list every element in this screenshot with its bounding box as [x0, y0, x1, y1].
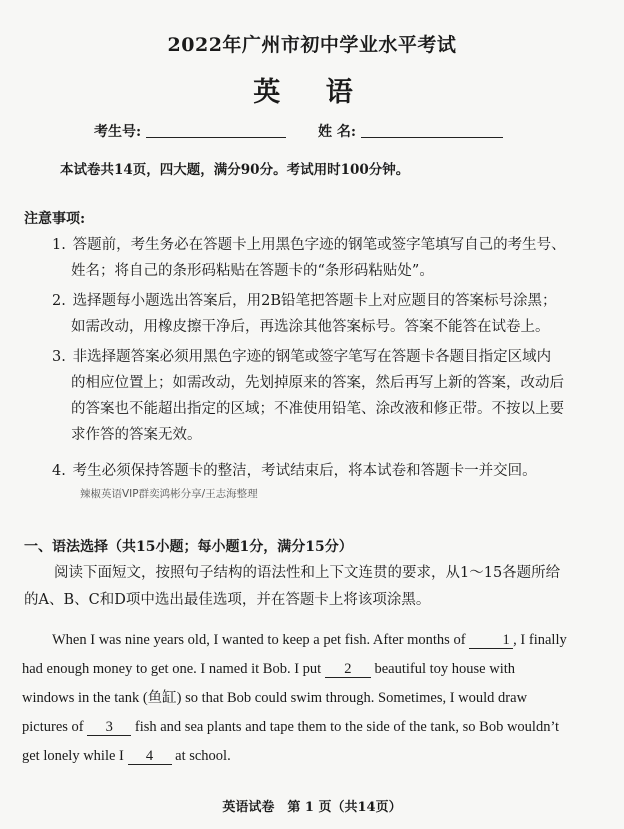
name-field: [318, 121, 503, 141]
notice-item-1: [52, 232, 602, 284]
notice-item-line: 如需改动，用橡皮擦干净后，再选涂其他答案标号。答案不能答在试卷上。: [71, 319, 550, 335]
exam-info: 本试卷共14页，四大题，满分90分。考试用时100分钟。: [60, 162, 410, 178]
page-footer: 英语试卷 第 1 页（共14页）: [222, 800, 402, 815]
notice-item-line: 非选择题答案必须用黑色字迹的钢笔或签字笔写在答题卡各题目指定区域内: [72, 349, 552, 365]
subject-title: 英 语: [253, 77, 371, 108]
notice-item-line: 选择题每小题选出答案后，用2B铅笔把答题卡上对应题目的答案标号涂黑；: [72, 293, 557, 309]
blank-1: 1: [469, 632, 513, 649]
passage-line: had enough money to get one. I named it Bob. I put 2 beautiful toy house with: [22, 661, 516, 677]
notice-item-number: 1.: [52, 237, 66, 253]
instruction-line: 阅读下面短文，按照句子结构的语法性和上下文连贯的要求，从1～15各题所给: [54, 565, 561, 581]
notice-item-4: [52, 458, 602, 484]
notice-item-number: 3.: [52, 349, 66, 365]
blank-4: 4: [128, 748, 172, 765]
notice-item-number: 2.: [52, 293, 66, 309]
notice-item-line: 姓名；将自己的条形码粘贴在答题卡的“条形码粘贴处”。: [71, 263, 434, 279]
notice-item-line: 求作答的答案无效。: [71, 427, 202, 443]
passage-line: windows in the tank (鱼缸) so that Bob could swim through. Sometimes, I would draw: [22, 690, 528, 706]
exam-number-label: 考生号:: [94, 124, 142, 140]
instruction-line: 的A、B、C和D项中选出最佳选项，并在答题卡上将该项涂黑。: [24, 592, 431, 608]
passage-line: pictures of 3 fish and sea plants and tape them to the side of the tank, so Bob wouldn’t: [22, 719, 560, 735]
watermark-text: 辣椒英语VIP群奕鸿彬分享/王志海整理: [80, 488, 258, 500]
notice-heading: 注意事项:: [24, 211, 86, 227]
name-line: [361, 123, 503, 138]
notice-item-line: 答题前，考生务必在答题卡上用黑色字迹的钢笔或签字笔填写自己的考生号、: [72, 237, 566, 253]
notice-item-line: 的相应位置上；如需改动，先划掉原来的答案，然后再写上新的答案，改动后: [71, 375, 564, 391]
passage-line: get lonely while I 4 at school.: [22, 748, 231, 764]
name-label: 姓 名:: [318, 124, 357, 140]
exam-title: 2022年广州市初中学业水平考试: [167, 34, 457, 56]
exam-number-line: [146, 123, 286, 138]
passage-line: When I was nine years old, I wanted to keep a pet fish. After months of 1 , I finally: [52, 632, 567, 648]
section-heading: 一、语法选择（共15小题；每小题1分，满分15分）: [24, 539, 353, 555]
blank-3: 3: [87, 719, 131, 736]
blank-2: 2: [325, 661, 371, 678]
section-instruction: [24, 560, 609, 614]
notice-item-3: [52, 344, 602, 448]
reading-passage: [22, 626, 612, 771]
notice-item-line: 的答案也不能超出指定的区域；不准使用铅笔、涂改液和修正带。不按以上要: [71, 401, 564, 417]
exam-number-field: [94, 121, 286, 141]
notice-item-2: [52, 288, 602, 340]
notice-item-line: 考生必须保持答题卡的整洁，考试结束后，将本试卷和答题卡一并交回。: [72, 463, 537, 479]
notice-item-number: 4.: [52, 463, 66, 479]
